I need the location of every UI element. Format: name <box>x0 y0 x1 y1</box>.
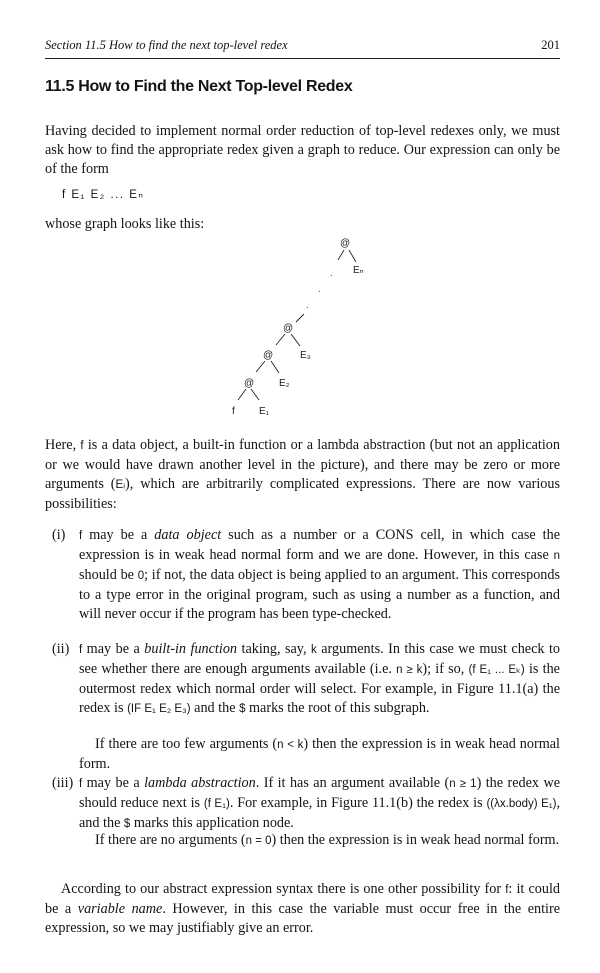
ellipsis-dot: . <box>318 284 321 294</box>
running-header <box>45 38 560 56</box>
edge <box>349 250 356 262</box>
arg-label-e2: E₂ <box>279 378 290 389</box>
case-text: f may be a lambda abstraction. If it has an argument available (n ≥ 1) the redex we should reduce next is (f E₁). For example, in Figure 11.1(b) the redex is ((λx.body) E₁), and the $ marks this application node. <box>79 775 561 831</box>
apply-node: @ <box>244 378 255 389</box>
edge <box>276 334 285 345</box>
apply-node: @ <box>263 350 274 361</box>
expression-form: f E₁ E₂ ... Eₙ <box>62 189 145 201</box>
case-marker: (ii) <box>52 641 70 657</box>
arg-label-e1: E₁ <box>259 406 270 417</box>
arg-label-e3: E₃ <box>300 350 311 361</box>
section-heading: 11.5 How to Find the Next Top-level Redex <box>45 78 353 95</box>
graph-lead-text: whose graph looks like this: <box>45 216 205 232</box>
edge <box>251 389 259 400</box>
edge <box>338 250 344 260</box>
ellipsis-dot: . <box>330 268 333 278</box>
case-subparagraph: If there are too few arguments (n < k) then the expression is in weak head normal form. <box>79 736 560 772</box>
case-marker: (i) <box>52 527 66 543</box>
case-text: f may be a data object such as a number or a CONS cell, in which case the expression is in weak head normal form and we are done. However, in this case n should be 0; if not, the data object is being applied to an argument. This corresponds to a type error in the original program, such as using a number as a function, and will never occur if the program has been type-checked. <box>79 527 561 622</box>
application-graph <box>0 225 600 425</box>
after-graph-paragraph: Here, f is a data object, a built-in function or a lambda abstraction (but not an application or we would have drawn another level in the picture), and there may be zero or more arguments (Eᵢ), which are arbitrarily complicated expressions. There are now various possibilities: <box>45 437 560 512</box>
apply-node: @ <box>283 323 294 334</box>
edge <box>271 361 279 373</box>
closing-paragraph: According to our abstract expression syntax there is one other possibility for f: it could be a variable name. However, in this case the variable must occur free in the entire expression, so we may justifiably give an error. <box>45 881 560 936</box>
ellipsis-dot: . <box>306 300 309 310</box>
edge <box>291 334 300 346</box>
edge <box>296 314 304 322</box>
running-title: Section 11.5 How to find the next top-level redex <box>45 38 288 52</box>
edge <box>256 361 265 372</box>
header-rule <box>45 58 560 59</box>
edge <box>238 389 246 400</box>
page-number: 201 <box>541 38 560 52</box>
function-label-f: f <box>232 406 235 417</box>
arg-label-en: Eₙ <box>353 265 364 276</box>
case-text: f may be a built-in function taking, say, k arguments. In this case we must check to see whether there are enough arguments available (i.e. n ≥ k); if so, (f E₁ ... Eₖ) is the outermost redex which normal order will select. For example, in Figure 11.1(a) the redex is (IF E₁ E₂ E₃) and the $ marks the root of this subgraph. <box>79 641 560 716</box>
intro-paragraph: Having decided to implement normal order reduction of top-level redexes only, we must ask how to find the appropriate redex given a graph to reduce. Our expression can only be of the form <box>45 123 560 177</box>
apply-node-top: @ <box>340 238 351 249</box>
case-marker: (iii) <box>52 775 74 791</box>
case-subparagraph: If there are no arguments (n = 0) then the expression is in weak head normal form. <box>95 832 560 848</box>
